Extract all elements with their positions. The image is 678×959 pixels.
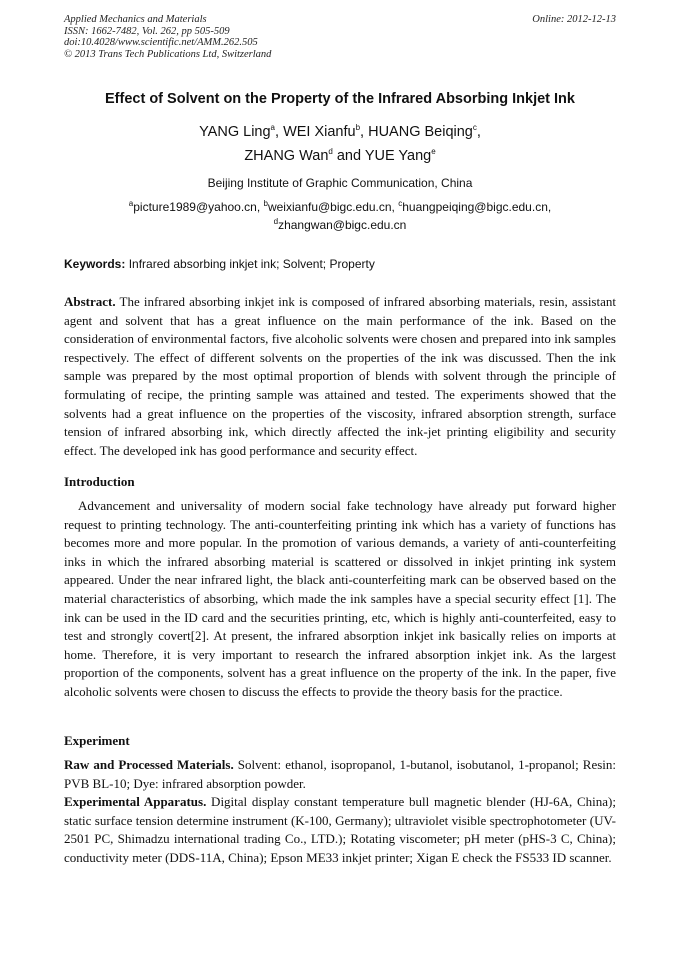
author-superscript: c xyxy=(472,123,477,133)
author-name: WEI Xianfu xyxy=(283,124,356,140)
authors-line-1 xyxy=(40,124,640,140)
apparatus-text: Digital display constant temperature bull magnetic blender (HJ-6A, China); static surface tension determine instrument (K-100, Germany); ultraviolet visible spectrophotometer (UV-2501 PC, Shimadzu international trading Co., LTD.); Rotating viscometer; pH meter (pHS-3 C, China); conductivity meter (DDS-11A, China); Epson ME33 inkjet printer; Xigan E check the FS533 ID scanner. xyxy=(64,794,616,865)
author-superscript: d xyxy=(328,147,333,157)
author-separator: , xyxy=(360,124,369,140)
author-superscript: e xyxy=(431,147,436,157)
author-separator: , xyxy=(476,124,481,140)
paper-title: Effect of Solvent on the Property of the Infrared Absorbing Inkjet Ink xyxy=(105,91,575,107)
author-separator: , xyxy=(275,124,284,140)
doi-line: doi:10.4028/www.scientific.net/AMM.262.505 xyxy=(64,37,258,48)
experiment-heading: Experiment xyxy=(64,733,130,748)
keywords-text: Infrared absorbing inkjet ink; Solvent; Property xyxy=(125,257,375,271)
materials-label: Raw and Processed Materials. xyxy=(64,757,234,772)
author-name: YUE Yang xyxy=(364,148,432,164)
author-superscript: a xyxy=(270,123,275,133)
author-superscript: b xyxy=(355,123,361,133)
apparatus-label: Experimental Apparatus. xyxy=(64,794,207,810)
affiliation: Beijing Institute of Graphic Communication, China xyxy=(207,176,473,190)
apparatus-paragraph xyxy=(64,793,616,867)
author-separator: and xyxy=(332,148,365,164)
authors-line-2 xyxy=(40,148,640,164)
author-name: ZHANG Wan xyxy=(244,148,329,164)
introduction-heading: Introduction xyxy=(64,474,135,489)
keywords-label: Keywords: xyxy=(64,257,126,271)
author-name: YANG Ling xyxy=(199,124,271,140)
abstract-label: Abstract. xyxy=(64,294,116,309)
abstract-text: The infrared absorbing inkjet ink is composed of infrared absorbing materials, resin, assistant agent and solvent that has a great influence on the main performance of the ink. Based on the consideration of environmental factors, five alcoholic solvents were chosen and prepared into ink samples respectively. The effect of different solvents on the properties of the ink was discussed. Then the ink sample was prepared by the most optimal proportion of blends with solvent through the principle of formulating of recipe, the printing sample was attained and tested. The experiments showed that the solvents had a great influence on the properties of the viscosity, infrared absorption strength, surface tension of infrared absorbing ink, which directly affected the ink-jet printing eligibility and security effect. The developed ink has good performance and security effect. xyxy=(64,294,616,458)
materials-text: Solvent: ethanol, isopropanol, 1-butanol, isobutanol, 1-propanol; Resin: PVB BL-10; Dye: infrared absorption powder. xyxy=(64,757,617,791)
email-line-1 xyxy=(40,200,640,214)
abstract xyxy=(64,293,616,460)
email-superscript: c xyxy=(398,199,403,208)
journal-name: Applied Mechanics and Materials xyxy=(64,14,207,25)
copyright-line: © 2013 Trans Tech Publications Ltd, Switzerland xyxy=(64,48,272,60)
email-superscript: a xyxy=(128,199,134,208)
experiment-section xyxy=(64,756,616,868)
journal-header xyxy=(64,14,616,60)
email-superscript: d xyxy=(273,217,279,226)
email-superscript: b xyxy=(263,199,268,208)
issn-line: ISSN: 1662-7482, Vol. 262, pp 505-509 xyxy=(64,25,230,37)
email-address: weixianfu@bigc.edu.cn, xyxy=(267,200,399,214)
author-name: HUANG Beiqing xyxy=(368,124,473,140)
email-address: picture1989@yahoo.cn, xyxy=(133,200,264,214)
email-address: huangpeiqing@bigc.edu.cn, xyxy=(402,200,552,214)
email-line-2 xyxy=(40,218,640,232)
materials-paragraph xyxy=(64,756,616,793)
email-address: zhangwan@bigc.edu.cn xyxy=(278,218,407,232)
introduction-text: Advancement and universality of modern social fake technology have already put forward higher request to printing technology. The anti-counterfeiting printing ink which has a variety of functions has becomes more and more popular. In the promotion of various demands, a variety of anti-counterfeiting inks in which the infrared absorbing material is scattered or dissolved in inkjet printing ink system appeared. Under the near infrared light, the black anti-counterfeiting mark can be observed based on the material characteristics of absorbing, which made the ink samples have a special security effect [1]. The ink can be used in the ID card and the securities printing, etc, which is highly anti-counterfeited, easy to test and strongly covert[2]. At present, the infrared absorption inkjet ink basically relies on imports at home. Therefore, it is very important to research the infrared absorption inkjet ink. As the largest proportion of the components, solvent has a great influence on the property of the ink. In the paper, five alcoholic solvents were chosen to discuss the effects to provide the theory basis for the practice. xyxy=(64,498,616,699)
keywords xyxy=(64,257,616,271)
online-date: Online: 2012-12-13 xyxy=(532,14,616,25)
